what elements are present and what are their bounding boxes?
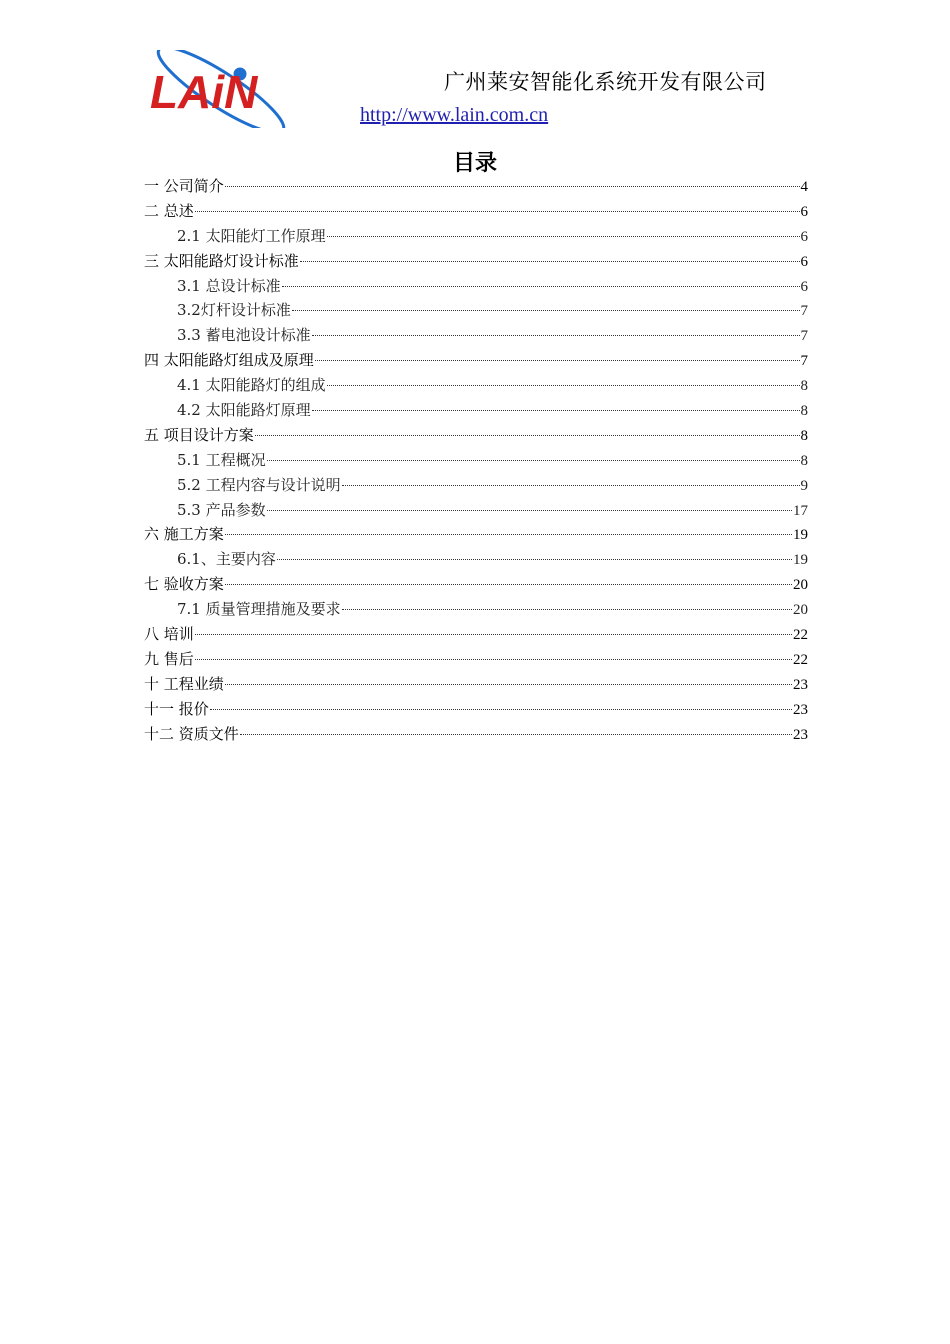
toc-title: 目录 — [452, 151, 497, 176]
toc-entry-page: 7 — [800, 303, 808, 320]
toc-leader-dots — [195, 634, 792, 635]
toc-leader-dots — [267, 460, 800, 461]
toc-entry-page: 9 — [800, 477, 808, 494]
toc-entry-label: 5.1 工程概况 — [177, 450, 266, 469]
toc-entry-page: 19 — [793, 552, 808, 569]
toc-leader-dots — [342, 485, 800, 486]
toc-entry-page: 23 — [793, 676, 808, 693]
toc-entry[interactable] — [144, 323, 808, 348]
toc-entry-label: 五 项目设计方案 — [144, 425, 254, 444]
toc-entry-label: 3.3 蓄电池设计标准 — [177, 326, 311, 345]
toc-entry-page: 7 — [800, 328, 808, 345]
toc-leader-dots — [210, 709, 792, 710]
toc-entry[interactable] — [144, 697, 808, 722]
toc-entry-page: 6 — [800, 278, 808, 295]
toc-entry-label: 4.2 太阳能路灯原理 — [177, 401, 311, 420]
toc-entry-page: 4 — [800, 179, 808, 195]
toc-leader-dots — [255, 435, 800, 436]
toc-entry[interactable] — [144, 373, 808, 398]
toc-entry-page: 8 — [800, 452, 808, 469]
toc-leader-dots — [342, 609, 792, 610]
toc-entry[interactable] — [144, 547, 808, 572]
toc-entry-label: 一 公司简介 — [144, 177, 224, 195]
toc-entry-page: 23 — [793, 726, 808, 743]
toc-leader-dots — [240, 734, 792, 735]
toc-entry-page: 23 — [793, 701, 808, 718]
toc-entry-label: 十 工程业绩 — [144, 674, 224, 693]
toc-entry[interactable] — [144, 274, 808, 299]
toc-entry-label: 3.2灯杆设计标准 — [177, 301, 291, 320]
company-name: 广州莱安智能化系统开发有限公司 — [444, 70, 767, 94]
toc-leader-dots — [282, 286, 800, 287]
toc-entry[interactable] — [144, 199, 808, 224]
toc-entry-page: 19 — [793, 527, 808, 544]
toc-leader-dots — [225, 684, 792, 685]
toc-entry-page: 8 — [800, 403, 808, 420]
toc-entry[interactable] — [144, 174, 808, 199]
toc-entry[interactable] — [144, 647, 808, 672]
toc-entry[interactable] — [144, 448, 808, 473]
toc-entry-label: 七 验收方案 — [144, 575, 224, 594]
toc-entry-label: 六 施工方案 — [144, 525, 224, 544]
toc-leader-dots — [225, 534, 792, 535]
toc-entry[interactable] — [144, 298, 808, 323]
toc-entry[interactable] — [144, 622, 808, 647]
toc-leader-dots — [315, 360, 800, 361]
toc-leader-dots — [225, 186, 800, 187]
toc-entry-page: 8 — [800, 427, 808, 444]
toc-entry-label: 四 太阳能路灯组成及原理 — [144, 351, 314, 370]
toc-leader-dots — [277, 559, 792, 560]
toc-leader-dots — [327, 236, 800, 237]
toc-entry-page: 22 — [793, 627, 808, 644]
toc-entry-label: 三 太阳能路灯设计标准 — [144, 251, 299, 270]
toc-entry[interactable] — [144, 572, 808, 597]
website-link[interactable]: http://www.lain.com.cn — [360, 104, 549, 126]
toc-leader-dots — [195, 211, 800, 212]
toc-entry[interactable] — [144, 224, 808, 249]
toc-entry-page: 6 — [800, 253, 808, 270]
toc-entry-page: 7 — [800, 353, 808, 370]
toc-entry-label: 7.1 质量管理措施及要求 — [177, 600, 341, 619]
toc-leader-dots — [327, 385, 800, 386]
toc-leader-dots — [292, 310, 800, 311]
toc-entry-label: 4.1 太阳能路灯的组成 — [177, 376, 326, 395]
toc-entry-page: 20 — [793, 602, 808, 619]
lain-logo — [148, 50, 294, 128]
toc-entry-page: 22 — [793, 651, 808, 668]
toc-entry[interactable] — [144, 398, 808, 423]
table-of-contents — [144, 174, 808, 746]
toc-entry-label: 八 培训 — [144, 625, 194, 644]
toc-entry-label: 十一 报价 — [144, 699, 209, 718]
toc-entry[interactable] — [144, 597, 808, 622]
toc-entry[interactable] — [144, 522, 808, 547]
svg-text:LAiN: LAiN — [150, 66, 258, 118]
toc-leader-dots — [300, 261, 800, 262]
toc-entry-label: 九 售后 — [144, 649, 194, 668]
toc-entry-label: 十二 资质文件 — [144, 724, 239, 743]
toc-entry-label: 5.2 工程内容与设计说明 — [177, 475, 341, 494]
toc-leader-dots — [225, 584, 792, 585]
toc-entry-page: 8 — [800, 378, 808, 395]
toc-entry-label: 2.1 太阳能灯工作原理 — [177, 226, 326, 245]
toc-entry[interactable] — [144, 672, 808, 697]
toc-entry-page: 20 — [793, 577, 808, 594]
toc-entry-label: 3.1 总设计标准 — [177, 276, 281, 295]
toc-entry-page: 6 — [800, 203, 808, 220]
toc-entry-page: 6 — [800, 228, 808, 245]
toc-entry[interactable] — [144, 348, 808, 373]
toc-leader-dots — [312, 410, 800, 411]
toc-entry[interactable] — [144, 498, 808, 523]
toc-entry-label: 6.1、主要内容 — [177, 550, 276, 569]
toc-entry-label: 二 总述 — [144, 201, 194, 220]
toc-entry-page: 17 — [793, 502, 808, 519]
toc-entry-label: 5.3 产品参数 — [177, 500, 266, 519]
toc-entry[interactable] — [144, 473, 808, 498]
toc-entry[interactable] — [144, 423, 808, 448]
toc-entry[interactable] — [144, 722, 808, 747]
toc-entry[interactable] — [144, 249, 808, 274]
toc-leader-dots — [195, 659, 792, 660]
toc-leader-dots — [312, 335, 800, 336]
toc-leader-dots — [267, 510, 792, 511]
